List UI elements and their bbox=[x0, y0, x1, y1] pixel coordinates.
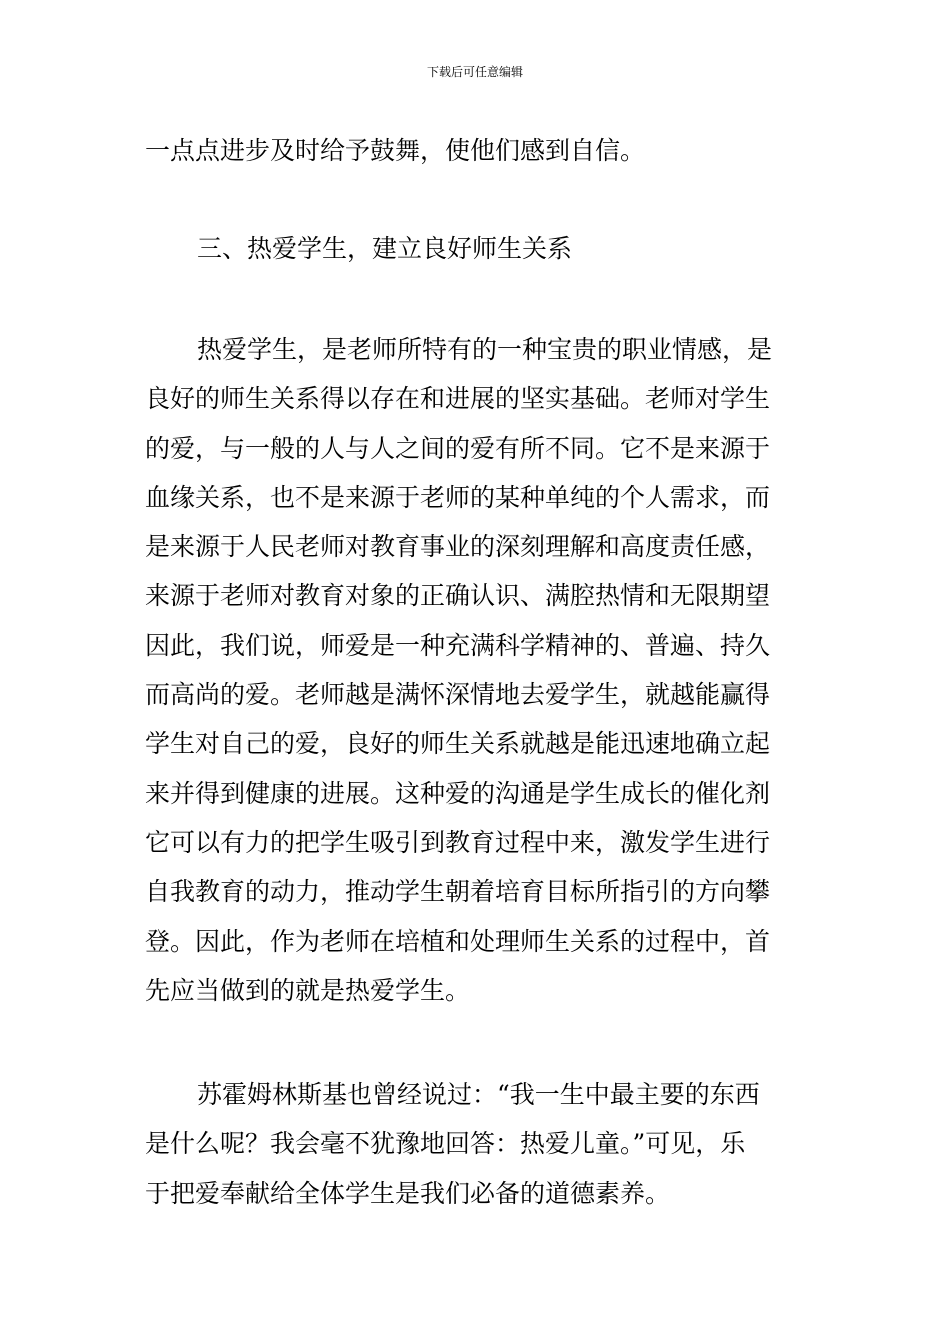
text-line: 是什么呢？我会毫不犹豫地回答：热爱儿童。”可见，乐 bbox=[145, 1129, 746, 1159]
page-header: 下载后可任意编辑 bbox=[426, 65, 523, 79]
text-line: 是来源于人民老师对教育事业的深刻理解和高度责任感， bbox=[145, 532, 771, 562]
text-line: 于把爱奉献给全体学生是我们必备的道德素养。 bbox=[145, 1178, 671, 1208]
text-line: 的爱，与一般的人与人之间的爱有所不同。它不是来源于 bbox=[145, 433, 771, 463]
text-line: 来并得到健康的进展。这种爱的沟通是学生成长的催化剂 bbox=[145, 778, 771, 808]
text-line: 一点点进步及时给予鼓舞，使他们感到自信。 bbox=[145, 136, 646, 165]
section-heading bbox=[145, 224, 810, 273]
text-line: 自我教育的动力，推动学生朝着培育目标所指引的方向攀 bbox=[145, 877, 771, 907]
text-line: 登。因此，作为老师在培植和处理师生关系的过程中，首 bbox=[145, 926, 771, 956]
paragraph-body bbox=[145, 325, 810, 1015]
text-line: 良好的师生关系得以存在和进展的坚实基础。老师对学生 bbox=[145, 384, 771, 414]
paragraph-quote bbox=[145, 1070, 810, 1218]
text-line: 它可以有力的把学生吸引到教育过程中来，激发学生进行 bbox=[145, 827, 771, 857]
text-line: 因此，我们说，师爱是一种充满科学精神的、普遍、持久 bbox=[145, 630, 771, 660]
text-line: 而高尚的爱。老师越是满怀深情地去爱学生，就越能赢得 bbox=[145, 680, 771, 710]
text-line: 苏霍姆林斯基也曾经说过：“我一生中最主要的东西 bbox=[197, 1080, 760, 1109]
heading-line: 三、热爱学生，建立良好师生关系 bbox=[197, 234, 573, 263]
paragraph-continuation bbox=[145, 126, 810, 175]
text-line: 先应当做到的就是热爱学生。 bbox=[145, 975, 471, 1005]
text-line: 热爱学生，是老师所特有的一种宝贵的职业情感，是 bbox=[197, 335, 773, 364]
text-line: 学生对自己的爱，良好的师生关系就越是能迅速地确立起 bbox=[145, 729, 771, 759]
text-line: 来源于老师对教育对象的正确认识、满腔热情和无限期望 bbox=[145, 581, 771, 611]
text-line: 血缘关系，也不是来源于老师的某种单纯的个人需求，而 bbox=[145, 482, 771, 512]
